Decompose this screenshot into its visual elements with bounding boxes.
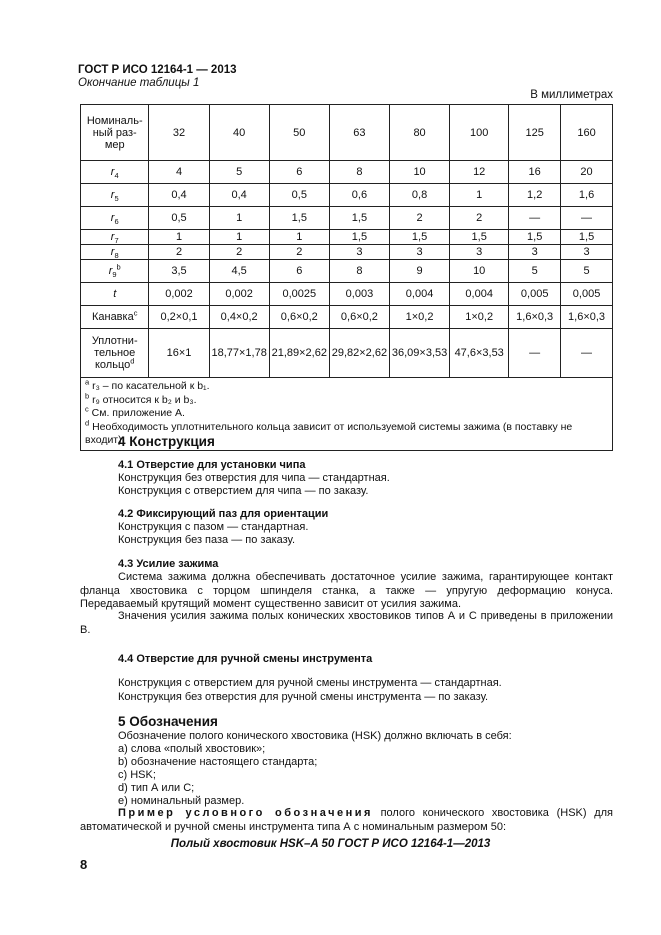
value-cell: 1,5 (329, 207, 389, 230)
size-header-cell: 40 (209, 105, 269, 161)
row-symbol-subscript: 7 (114, 236, 119, 246)
value-cell: 10 (450, 260, 509, 283)
section-4-3-paragraph-2: Значения усилия зажима полых конических хвостовиков типов А и С приведены в приложении В. (80, 610, 613, 636)
value-cell: 1 (450, 184, 509, 207)
value-cell: 1 (269, 230, 329, 245)
value-cell: 36,09×3,53 (390, 329, 450, 378)
value-cell: 0,5 (269, 184, 329, 207)
section-4-2-line-2: Конструкция без паза — по заказу. (118, 534, 295, 546)
value-cell: 2 (269, 245, 329, 260)
row-symbol-subscript: 9 (112, 270, 117, 280)
value-cell: 1,5 (329, 230, 389, 245)
value-cell: 9 (390, 260, 450, 283)
row-label-cell (81, 207, 149, 230)
value-cell: 1 (149, 230, 209, 245)
value-cell: 1,6 (561, 184, 613, 207)
table-row (81, 207, 613, 230)
row-symbol: t (113, 288, 117, 300)
value-cell: 1,5 (509, 230, 561, 245)
value-cell: 5 (561, 260, 613, 283)
row-label-cell (81, 184, 149, 207)
row-label-cell (81, 245, 149, 260)
value-cell: 4 (149, 161, 209, 184)
footnote: $^d$ Необходимость уплотнительного кольца зависит от используемой системы зажима (в поставку не входит). (85, 418, 573, 446)
value-cell: 0,004 (390, 283, 450, 306)
document-code: ГОСТ Р ИСО 12164-1 — 2013 (78, 64, 237, 76)
size-header-cell: 160 (561, 105, 613, 161)
footnote-marker: c (133, 308, 138, 318)
value-cell: 16×1 (149, 329, 209, 378)
section-4-1-line-1: Конструкция без отверстия для чипа — стандартная. (118, 472, 390, 484)
value-cell: 4,5 (209, 260, 269, 283)
row-symbol-subscript: 4 (114, 171, 119, 181)
value-cell: 1×0,2 (450, 306, 509, 329)
list-item: a) слова «полый хвостовик»; (118, 743, 266, 755)
value-cell: 0,004 (450, 283, 509, 306)
table-row (81, 184, 613, 207)
value-cell: 0,002 (209, 283, 269, 306)
size-header-cell: 125 (509, 105, 561, 161)
value-cell: 1,5 (450, 230, 509, 245)
value-cell: 10 (390, 161, 450, 184)
value-cell: 3 (450, 245, 509, 260)
value-cell: 2 (390, 207, 450, 230)
section-4-2-title: 4.2 Фиксирующий паз для ориентации (118, 508, 329, 520)
value-cell: 3,5 (149, 260, 209, 283)
value-cell: 18,77×1,78 (209, 329, 269, 378)
example-paragraph (80, 807, 613, 834)
footnote: $^c$ См. приложение А. (85, 404, 185, 419)
value-cell: 0,8 (390, 184, 450, 207)
value-cell: 2 (209, 245, 269, 260)
row-label-cell (81, 161, 149, 184)
table-row (81, 329, 613, 378)
list-item: c) HSK; (118, 769, 156, 781)
row-symbol: r (110, 189, 115, 201)
size-header-cell: 100 (450, 105, 509, 161)
value-cell: 1,2 (509, 184, 561, 207)
value-cell: — (509, 329, 561, 378)
row-symbol: r (110, 246, 115, 258)
row-symbol-subscript: 8 (114, 251, 119, 261)
row-symbol-subscript: 6 (114, 217, 119, 227)
row-label-cell: Уплотни- тельное кольцо$^d$ (81, 329, 149, 378)
value-cell: 0,6×0,2 (269, 306, 329, 329)
value-cell: 0,003 (329, 283, 389, 306)
row-label-cell (81, 230, 149, 245)
table-row (81, 245, 613, 260)
value-cell: 0,6×0,2 (329, 306, 389, 329)
value-cell: 3 (561, 245, 613, 260)
value-cell: 21,89×2,62 (269, 329, 329, 378)
section-4-4-title: 4.4 Отверстие для ручной смены инструмента (118, 653, 373, 665)
value-cell: 6 (269, 260, 329, 283)
value-cell: 0,4 (209, 184, 269, 207)
list-item: b) обозначение настоящего стандарта; (118, 756, 318, 768)
value-cell: — (509, 207, 561, 230)
dimensions-table (80, 104, 613, 451)
footnote: $^b$ r₉ относится к b₂ и b₃. (85, 391, 197, 406)
row-symbol: r (110, 166, 115, 178)
section-5-title: 5 Обозначения (118, 714, 218, 729)
section-4-3-paragraph-1: Система зажима должна обеспечивать достаточное усилие зажима, гарантирующее контакт фланца хвостовика с торцом шпинделя станка, а также — упругую деформацию конуса. Передаваемый крутящий момент существенно зависит от усилия зажима. (80, 571, 613, 610)
header-label-cell: Номиналь- ный раз- мер (81, 105, 149, 161)
example-lead: Пример условного обозначения (118, 807, 373, 819)
table-header-row (81, 105, 613, 161)
value-cell: 1,6×0,3 (561, 306, 613, 329)
value-cell: 12 (450, 161, 509, 184)
value-cell: 0,0025 (269, 283, 329, 306)
value-cell: 16 (509, 161, 561, 184)
footnote-text: Необходимость уплотнительного кольца зависит от используемой системы зажима (в поставку не входит). (85, 420, 573, 446)
value-cell: 20 (561, 161, 613, 184)
footnote-text: r₃ – по касательной к b₁. (92, 380, 210, 392)
value-cell: 29,82×2,62 (329, 329, 389, 378)
table-continuation-caption: Окончание таблицы 1 (78, 77, 200, 89)
list-item: e) номинальный размер. (118, 795, 245, 807)
value-cell: 0,2×0,1 (149, 306, 209, 329)
page-number: 8 (80, 857, 88, 872)
value-cell: 6 (269, 161, 329, 184)
value-cell: 3 (329, 245, 389, 260)
row-symbol: r (108, 265, 113, 277)
list-item: d) тип А или С; (118, 782, 195, 794)
table-row (81, 283, 613, 306)
value-cell: 0,002 (149, 283, 209, 306)
value-cell: 0,005 (561, 283, 613, 306)
section-5-intro: Обозначение полого конического хвостовика (HSK) должно включать в себя: (118, 730, 512, 742)
value-cell: 1,5 (390, 230, 450, 245)
footnote-text: См. приложение А. (91, 407, 185, 419)
size-header-cell: 32 (149, 105, 209, 161)
value-cell: 1 (209, 207, 269, 230)
section-4-title: 4 Конструкция (118, 434, 215, 449)
value-cell: 1 (209, 230, 269, 245)
table-row (81, 260, 613, 283)
section-4-3-title: 4.3 Усилие зажима (118, 558, 219, 570)
section-4-4-line-2: Конструкция без отверстия для ручной смены инструмента — по заказу. (118, 691, 489, 703)
value-cell: 8 (329, 161, 389, 184)
table-row (81, 306, 613, 329)
section-4-4-line-1: Конструкция с отверстием для ручной смены инструмента — стандартная. (118, 677, 502, 689)
value-cell: 0,4×0,2 (209, 306, 269, 329)
value-cell: 1,5 (269, 207, 329, 230)
value-cell: 0,005 (509, 283, 561, 306)
value-cell: — (561, 329, 613, 378)
value-cell: 0,6 (329, 184, 389, 207)
units-label: В миллиметрах (530, 89, 613, 101)
footnote-text: r₉ относится к b₂ и b₃. (92, 393, 197, 406)
value-cell: 1,5 (561, 230, 613, 245)
value-cell: 2 (149, 245, 209, 260)
section-4-1-title: 4.1 Отверстие для установки чипа (118, 459, 306, 471)
value-cell: 47,6×3,53 (450, 329, 509, 378)
example-designation: Полый хвостовик HSK–A 50 ГОСТ Р ИСО 12164-1—2013 (170, 838, 491, 850)
value-cell: — (561, 207, 613, 230)
value-cell: 3 (509, 245, 561, 260)
size-header-cell: 63 (329, 105, 389, 161)
section-4-1-line-2: Конструкция с отверстием для чипа — по заказу. (118, 485, 369, 497)
table-row (81, 230, 613, 245)
example-text: полого конического хвостовика (HSK) для автоматической и ручной смены инструмента типа А с номинальным размером 50: (80, 807, 614, 833)
footnote-marker: d (130, 356, 135, 366)
value-cell: 5 (509, 260, 561, 283)
row-label-cell (81, 283, 149, 306)
footnote: $^a$ r₃ – по касательной к b₁. (85, 377, 210, 392)
value-cell: 1×0,2 (390, 306, 450, 329)
row-symbol: r (110, 212, 115, 224)
value-cell: 0,5 (149, 207, 209, 230)
value-cell: 5 (209, 161, 269, 184)
row-symbol-subscript: 5 (114, 194, 119, 204)
section-4-2-line-1: Конструкция с пазом — стандартная. (118, 521, 309, 533)
row-symbol: r (110, 231, 115, 243)
size-header-cell: 50 (269, 105, 329, 161)
row-label-cell (81, 306, 149, 329)
table-row (81, 161, 613, 184)
size-header-cell: 80 (390, 105, 450, 161)
value-cell: 1,6×0,3 (509, 306, 561, 329)
value-cell: 8 (329, 260, 389, 283)
row-label: Канавка (91, 311, 134, 323)
value-cell: 2 (450, 207, 509, 230)
value-cell: 0,4 (149, 184, 209, 207)
footnote-marker: b (116, 262, 121, 272)
value-cell: 3 (390, 245, 450, 260)
row-label-cell (81, 260, 149, 283)
